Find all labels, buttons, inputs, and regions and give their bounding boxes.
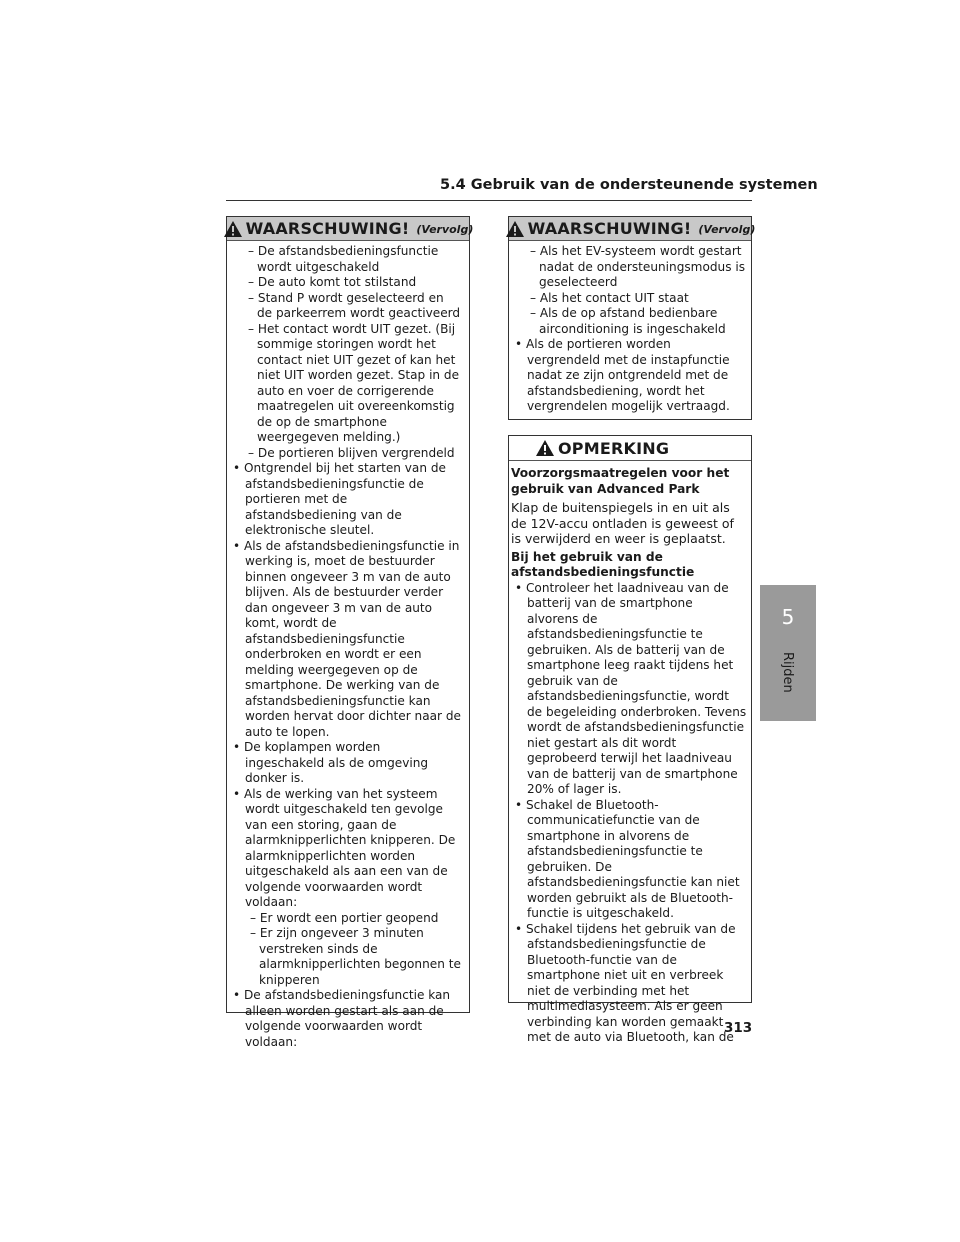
list-item: • Ontgrendel bij het starten van de afstandsbedieningsfunctie de portieren met de afstandsbediening van de elektronische sleutel. [233,461,446,537]
list-item: • De afstandsbedieningsfunctie kan alleen worden gestart als aan de volgende voorwaarden wordt voldaan: [233,988,451,1049]
chapter-label: Rijden [780,652,795,693]
list-item: – De afstandsbedieningsfunctie wordt uitgeschakeld [248,244,439,274]
warning-box-right [508,216,756,420]
list-item: – Stand P wordt geselecteerd en de parkeerrem wordt geactiveerd [248,290,461,320]
warning-box-header [509,217,756,241]
list-item: – De auto komt tot stilstand [248,275,417,289]
list-item: • Controleer het laadniveau van de batterij van de smartphone alvorens de afstandsbedieningsfunctie te gebruiken. Als de batterij van de smartphone leeg raakt tijdens het gebruik van de afstandsbedieningsfunctie, wordt de begeleiding onderbroken. Tevens wordt de afstandsbedieningsfunctie niet gestart als dit wordt geprobeerd terwijl het laadniveau van de batterij van de smartphone 20% of lager is. [515,580,747,796]
subheading: Bij het gebruik van de afstandsbedieningsfunctie [511,549,695,579]
notice-triangle-icon [535,438,555,458]
warning-box-left [226,216,474,1049]
list-item: – Als het contact UIT staat [530,290,689,305]
list-item: – De portieren blijven vergrendeld [248,445,455,460]
chapter-label-box [762,652,814,702]
opmerking-header [509,436,751,461]
paragraph: Klap de buitenspiegels in en uit als de 12V-accu ontladen is geweest of is verwijderd en weer is geplaatst. [511,500,734,546]
list-item: • Als de afstandsbedieningsfunctie in werking is, moet de bestuurder binnen ongeveer 3 m van de auto blijven. Als de bestuurder verder dan ongeveer 3 m van de auto komt, wordt de afstandsbedieningsfunctie onderbroken en wordt er een melding weergegeven op de smartphone. De werking van de afstandsbedieningsfunctie kan worden hervat door dichter naar de auto te lopen. [233,538,461,739]
warning-box-body [509,241,751,415]
opmerking-body [509,461,751,1046]
chapter-tab: 5 [760,585,816,648]
list-item: – Als de op afstand bedienbare airconditioning is ingeschakeld [530,306,726,336]
subheading: Voorzorgsmaatregelen voor het gebruik van Advanced Park [511,466,730,496]
list-item: – Als het EV-systeem wordt gestart nadat de ondersteuningsmodus is geselecteerd [530,244,746,289]
warning-box-body [227,241,469,1050]
list-item: • Als de portieren worden vergrendeld met de instapfunctie nadat ze zijn ontgrendeld met de afstandsbediening, wordt het vergrendelen mogelijk vertraagd. [515,337,730,413]
header-divider [226,200,752,201]
list-item: – Er wordt een portier geopend [250,910,439,925]
list-item: – Er zijn ongeveer 3 minuten verstreken sinds de alarmknipperlichten begonnen te knipperen [250,926,461,987]
warning-heading-sub: (Vervolg) [416,223,474,236]
list-item: • Als de werking van het systeem wordt uitgeschakeld ten gevolge van een storing, gaan de alarmknipperlichten knipperen. De alarmknipperlichten worden uitgeschakeld als aan een van de volgende voorwaarden wordt voldaan: [233,786,456,909]
warning-heading: WAARSCHUWING! [245,219,410,238]
opmerking-heading: OPMERKING [558,438,670,458]
list-item: • De koplampen worden ingeschakeld als de omgeving donker is. [233,740,429,785]
warning-heading-sub: (Vervolg) [698,223,756,236]
list-item: • Schakel tijdens het gebruik van de afstandsbedieningsfunctie de Bluetooth-functie van de smartphone niet uit en verbreek niet de verbinding met het multimediasysteem. Als er geen verbinding kan worden gemaakt met de auto via Bluetooth, kan de [515,921,736,1044]
warning-box-header [227,217,474,241]
page-number: 313 [724,1020,753,1036]
warning-triangle-icon [505,219,525,239]
warning-heading: WAARSCHUWING! [527,219,692,238]
warning-triangle-icon [223,219,243,239]
section-title: 5.4 Gebruik van de ondersteunende systemen [440,177,818,193]
list-item: • Schakel de Bluetooth-communicatiefunctie van de smartphone in alvorens de afstandsbedieningsfunctie te gebruiken. De afstandsbedieningsfunctie kan niet worden gebruikt als de Bluetooth-functie is uitgeschakeld. [515,797,740,920]
list-item: – Het contact wordt UIT gezet. (Bij sommige storingen wordt het contact niet UIT gezet of kan het niet UIT worden gezet. Stap in de auto en voer de corrigerende maatregelen uit overeenkomstig de op de smartphone weergegeven melding.) [248,321,460,444]
